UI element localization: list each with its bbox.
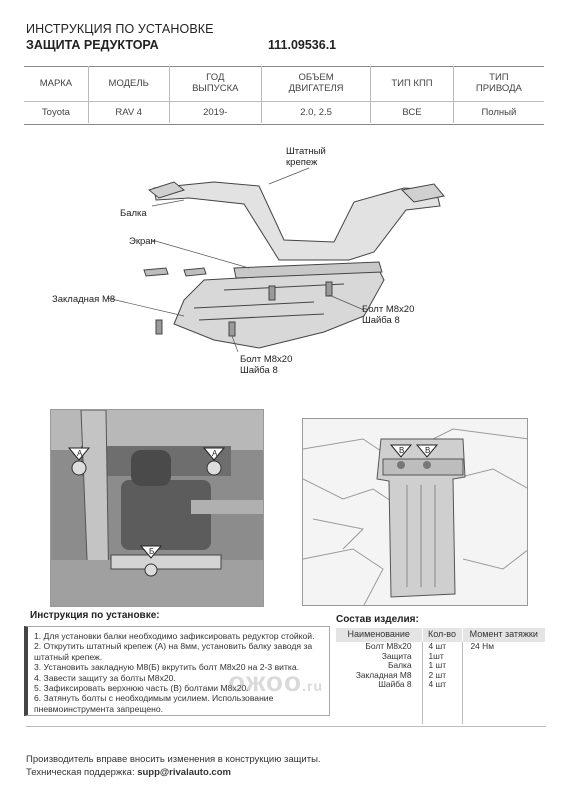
spec-brand: Toyota — [24, 101, 88, 123]
composition-header-row — [336, 628, 546, 642]
assembly-diagram — [24, 140, 544, 390]
embedded-plate — [144, 268, 168, 276]
item-qty: 1шт — [422, 652, 462, 662]
spec-engine: 2.0, 2.5 — [261, 101, 370, 123]
article-number: 111.09536.1 — [268, 38, 337, 52]
instruction-line: штатный крепеж. — [34, 651, 103, 662]
item-torque — [462, 671, 546, 681]
footer-divider — [26, 726, 546, 727]
divider — [24, 124, 544, 125]
spec-header-model: МОДЕЛЬ — [88, 66, 169, 101]
bolt — [269, 286, 275, 300]
item-name: Защита — [381, 650, 412, 661]
watermark: ожоо.ru — [228, 666, 323, 697]
label-shield: Экран — [129, 236, 156, 247]
spec-model: RAV 4 — [88, 101, 169, 123]
composition-heading: Состав изделия: — [336, 614, 419, 625]
item-name: Закладная М8 — [355, 669, 412, 680]
instruction-line: 3. Установить закладную М8(Б) вкрутить болт М8х20 на 2-3 витка. — [34, 662, 300, 673]
vehicle-spec-table — [24, 66, 544, 123]
marker-a-right: А — [212, 449, 218, 458]
photo-beam-installation — [50, 409, 264, 607]
item-torque — [462, 652, 546, 662]
instruction-line: пневмоинструмента запрещено. — [34, 703, 164, 714]
spec-header-drive: ТИП ПРИВОДА — [475, 72, 522, 95]
item-qty: 4 шт — [422, 642, 462, 652]
spec-header-gearbox: ТИП КПП — [371, 66, 454, 101]
assembly-drawing — [24, 140, 544, 390]
item-name: Болт М8х20 — [365, 641, 412, 651]
label-embedded: Закладная М8 — [52, 294, 116, 305]
instruction-line: 2. Открутить штатный крепеж (А) на 8мм, установить балку заводя за — [34, 641, 313, 652]
support-email-link[interactable]: supp@rivalauto.com — [137, 767, 231, 778]
spec-header-engine: ОБЪЕМ ДВИГАТЕЛЯ — [261, 66, 370, 101]
photo-right-drawing — [303, 419, 528, 606]
composition-table — [336, 628, 546, 724]
marker-b-bottom: Б — [149, 547, 155, 556]
photo-left-drawing — [51, 410, 264, 607]
spec-header-row — [24, 66, 544, 101]
document-title: ИНСТРУКЦИЯ ПО УСТАНОВКЕ — [26, 22, 214, 36]
item-torque — [462, 680, 546, 690]
item-qty: 4 шт — [422, 680, 462, 690]
label-beam: Балка — [120, 208, 147, 219]
instruction-line: 5. Зафиксировать верхнюю часть (В) болтами М8х20. — [34, 683, 249, 694]
spec-value-row — [24, 101, 544, 123]
footer-support: Техническая поддержка: supp@rivalauto.com — [26, 767, 231, 778]
item-name: Балка — [387, 660, 412, 671]
item-qty: 2 шт — [422, 671, 462, 681]
table-row — [336, 680, 546, 690]
label-bolt-bottom: Болт М8х20 Шайба 8 — [240, 354, 293, 376]
photo-shield-installation — [302, 418, 528, 606]
header-name: Наименование — [336, 628, 422, 642]
instruction-line: 1. Для установки балки необходимо зафиксировать редуктор стойкой. — [34, 631, 315, 641]
instruction-line: 4. Завести защиту за болты М8х20. — [34, 672, 176, 683]
label-stock-mount: Штатный крепеж — [286, 146, 326, 168]
header-torque: Момент затяжки — [462, 628, 546, 642]
item-torque: 24 Нм — [462, 642, 546, 652]
spec-gearbox: ВСЕ — [371, 101, 454, 123]
item-name: Шайба 8 — [378, 679, 412, 690]
item-torque — [462, 661, 546, 671]
spec-header-year: ГОД ВЫПУСКА — [169, 66, 261, 101]
instruction-line: 6. Затянуть болты с необходимым усилием. Использование — [34, 693, 274, 704]
label-bolt-right: Болт М8х20 Шайба 8 — [362, 304, 415, 326]
marker-v-right: В — [425, 446, 431, 455]
footer-notice: Производитель вправе вносить изменения в конструкцию защиты. — [26, 754, 321, 765]
beam-part — [154, 182, 440, 260]
spec-drive: Полный — [453, 101, 544, 123]
bolt — [156, 320, 162, 334]
instructions-heading: Инструкция по установке: — [30, 610, 160, 621]
shield-part — [174, 270, 384, 348]
item-qty: 1 шт — [422, 661, 462, 671]
product-name: ЗАЩИТА РЕДУКТОРА — [26, 38, 159, 52]
spec-header-brand: МАРКА — [24, 66, 88, 101]
spec-year: 2019- — [169, 101, 261, 123]
table-row-empty — [336, 690, 546, 724]
bolt — [326, 282, 332, 296]
header-qty: Кол-во — [422, 628, 462, 642]
marker-v-left: В — [399, 446, 405, 455]
marker-a-left: А — [77, 449, 83, 458]
bolt — [229, 322, 235, 336]
